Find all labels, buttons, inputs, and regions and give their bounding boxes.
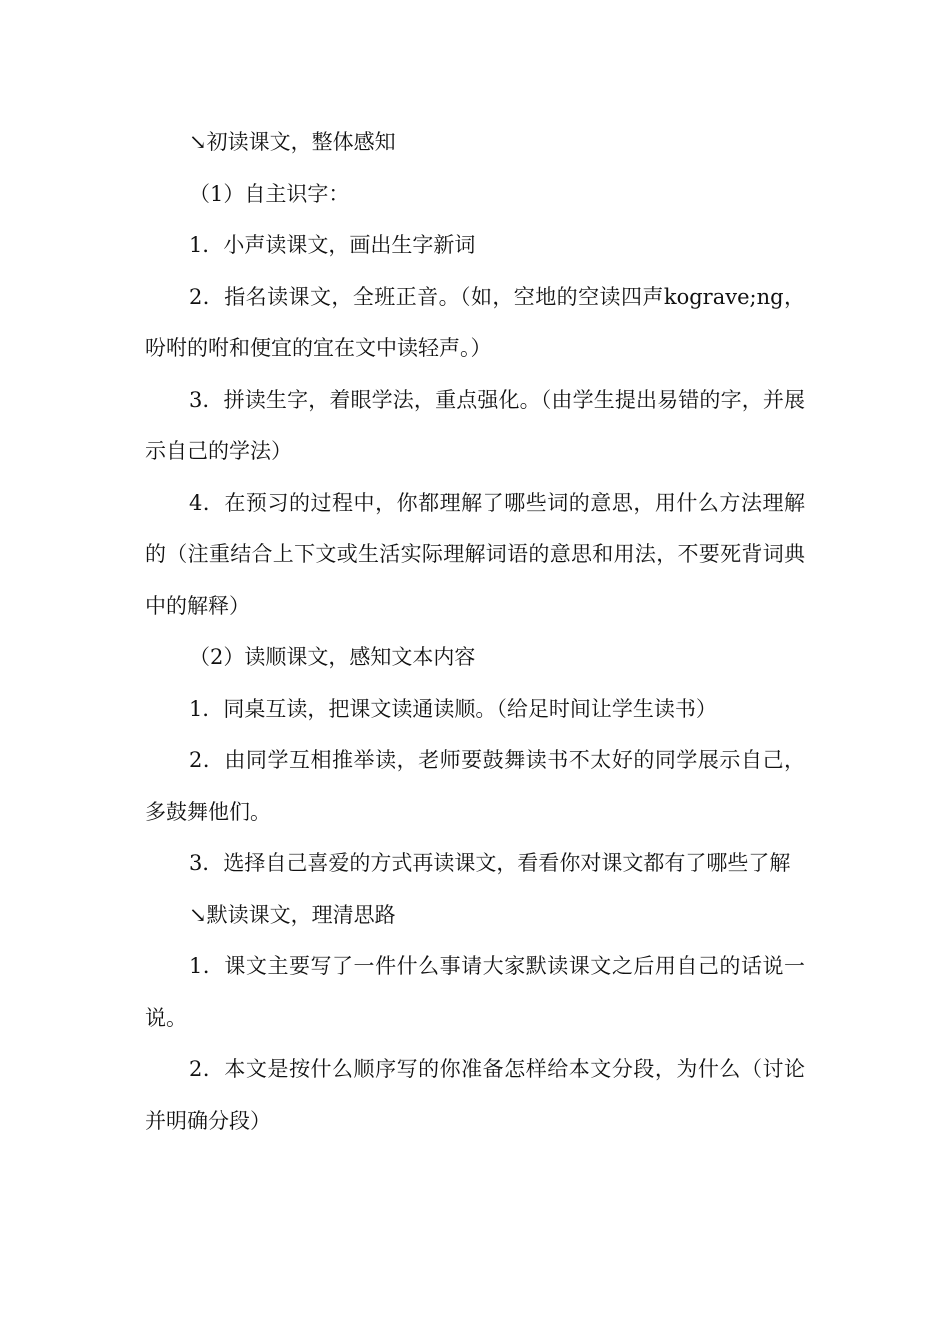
paragraph-item-5: 1．同桌互读，把课文读通读顺。（给足时间让学生读书）	[189, 696, 717, 721]
paragraph-item-6: 2．由同学互相推举读，老师要鼓舞读书不太好的同学展示自己，多鼓舞他们。	[145, 748, 805, 824]
paragraph-item-2: 2．指名读课文，全班正音。（如，空地的空读四声kograve;ng，吩咐的咐和便宜的宜在文中读轻声。）	[145, 284, 805, 360]
section-heading-silent-reading: ↘默读课文，理清思路	[189, 902, 396, 927]
paragraph-item-7: 3．选择自己喜爱的方式再读课文，看看你对课文都有了哪些了解	[189, 851, 791, 875]
paragraph-item-9: 2．本文是按什么顺序写的你准备怎样给本文分段，为什么（讨论并明确分段）	[145, 1057, 805, 1133]
subsection-heading-reading-smoothly: （2）读顺课文，感知文本内容	[189, 645, 476, 669]
paragraph-item-1: 1．小声读课文，画出生字新词	[189, 233, 476, 257]
section-heading-first-reading: ↘初读课文，整体感知	[189, 130, 396, 154]
subsection-heading-self-literacy: （1）自主识字：	[189, 181, 350, 206]
document-body	[145, 117, 805, 1147]
paragraph-item-8: 1．课文主要写了一件什么事请大家默读课文之后用自己的话说一说。	[145, 954, 805, 1030]
paragraph-item-4: 4．在预习的过程中，你都理解了哪些词的意思，用什么方法理解的（注重结合上下文或生活实际理解词语的意思和用法，不要死背词典中的解释）	[145, 490, 805, 618]
paragraph-item-3: 3．拼读生字，着眼学法，重点强化。（由学生提出易错的字，并展示自己的学法）	[145, 387, 805, 463]
